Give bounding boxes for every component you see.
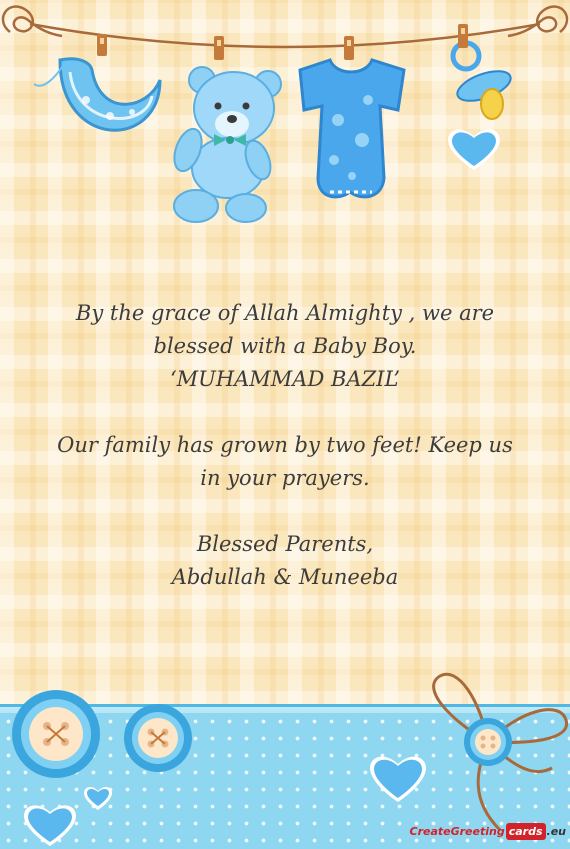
clothespin-1-icon — [97, 34, 107, 56]
clothespin-3-icon — [344, 36, 354, 60]
clothespin-4-icon — [458, 24, 468, 48]
heart-icon — [24, 805, 76, 846]
watermark-text-2: cards — [506, 823, 546, 840]
button-icon — [124, 704, 192, 772]
watermark-text-1: CreateGreeting — [409, 824, 505, 838]
baby-onesie-icon — [300, 60, 404, 197]
message-line-4: Our family has grown by two feet! Keep us — [57, 433, 513, 457]
heart-icon — [370, 757, 426, 802]
baby-bib-icon — [34, 59, 160, 131]
message-line-2: blessed with a Baby Boy. — [153, 334, 417, 358]
teddy-bear-icon — [169, 67, 281, 222]
clothespin-2-icon — [214, 36, 224, 60]
invitation-message — [20, 297, 550, 594]
watermark-text-3: .eu — [546, 824, 566, 838]
spacer — [20, 495, 550, 528]
button-icon — [464, 718, 512, 766]
parent-names: Abdullah & Muneeba — [171, 565, 399, 589]
heart-icon — [84, 787, 112, 810]
message-line-1: By the grace of Allah Almighty , we are — [75, 301, 495, 325]
string-curl-left-icon — [3, 7, 62, 36]
string-curl-right-icon — [508, 7, 567, 36]
spacer — [20, 396, 550, 429]
watermark-logo[interactable] — [410, 819, 567, 843]
signoff: Blessed Parents, — [196, 532, 374, 556]
message-line-5: in your prayers. — [200, 466, 370, 490]
baby-name: ‘MUHAMMAD BAZIL’ — [169, 367, 401, 391]
button-icon — [12, 690, 100, 778]
pacifier-icon — [453, 43, 514, 119]
clothesline-illustration — [0, 0, 570, 240]
heart-icon — [448, 129, 500, 170]
